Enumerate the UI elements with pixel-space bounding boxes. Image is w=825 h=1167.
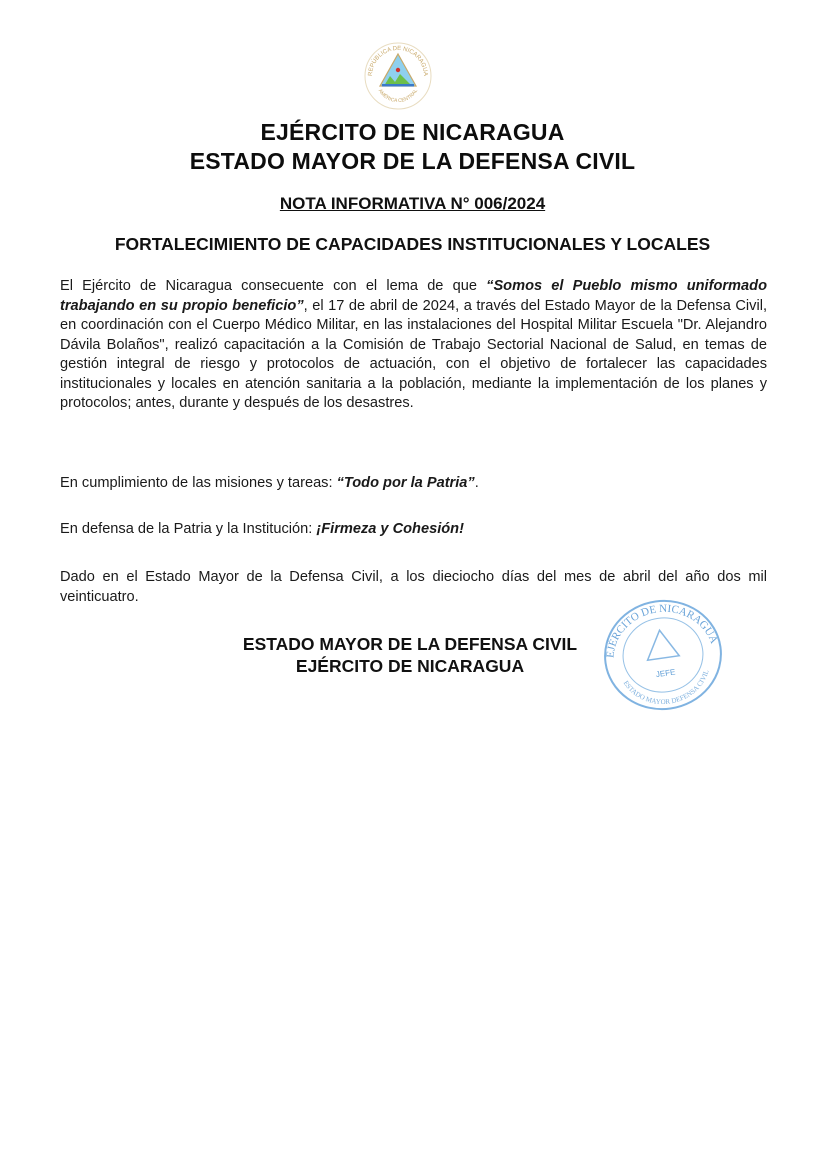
- paragraph-text: En defensa de la Patria y la Institución:: [60, 521, 317, 537]
- note-number: NOTA INFORMATIVA N° 006/2024: [279, 194, 546, 213]
- motto-text: “Somos el Pueblo mismo uniformado trabajando en su propio beneficio”: [60, 278, 767, 314]
- paragraph-date: Dado en el Estado Mayor de la Defensa Civil, a los dieciocho días del mes de abril del año dos mil veinticuatro.: [60, 569, 767, 605]
- nicaragua-coat-of-arms-icon: [362, 40, 434, 112]
- paragraph-main: [60, 277, 767, 414]
- paragraph-mission: [60, 474, 767, 494]
- paragraph-text: .: [474, 475, 479, 491]
- official-stamp-icon: [600, 596, 726, 714]
- svg-text:AMÉRICA CENTRAL: AMÉRICA CENTRAL: [376, 88, 420, 105]
- header-institution: EJÉRCITO DE NICARAGUA: [260, 119, 565, 145]
- svg-text:JEFE: JEFE: [655, 667, 676, 680]
- paragraph-defense: [60, 520, 767, 540]
- svg-text:ESTADO MAYOR DEFENSA CIVIL: ESTADO MAYOR DEFENSA CIVIL: [621, 668, 711, 707]
- paragraph-text: En cumplimiento de las misiones y tareas:: [60, 475, 337, 491]
- paragraph-text: El Ejército de Nicaragua consecuente con el lema de que: [60, 278, 487, 294]
- signature-department: ESTADO MAYOR DE LA DEFENSA CIVIL: [242, 634, 578, 654]
- signature-institution: EJÉRCITO DE NICARAGUA: [295, 656, 525, 676]
- svg-text:EJÉRCITO DE NICARAGUA: EJÉRCITO DE NICARAGUA: [604, 602, 720, 659]
- header-department: ESTADO MAYOR DE LA DEFENSA CIVIL: [189, 148, 636, 174]
- subject-title: FORTALECIMIENTO DE CAPACIDADES INSTITUCIONALES Y LOCALES: [114, 234, 711, 254]
- motto-text: “Todo por la Patria”: [336, 475, 475, 491]
- svg-text:REPÚBLICA DE NICARAGUA: REPÚBLICA DE NICARAGUA: [367, 45, 429, 77]
- paragraph-text: , el 17 de abril de 2024, a través del Estado Mayor de la Defensa Civil, en coordinación con el Cuerpo Médico Militar, en las instalaciones del Hospital Militar Escuela "Dr. Alejandro Dávila Bolaños", realizó capacitación a la Comisión de Trabajo Sectorial Nacional de Salud, en temas de gestión integral de riesgo y protocolos de actuación, con el objetivo de fortalecer las capacidades institucionales y locales en atención sanitaria a la población, mediante la implementación de los planes y protocolos; antes, durante y después de los desastres.: [60, 297, 767, 411]
- motto-text: ¡Firmeza y Cohesión!: [316, 521, 464, 537]
